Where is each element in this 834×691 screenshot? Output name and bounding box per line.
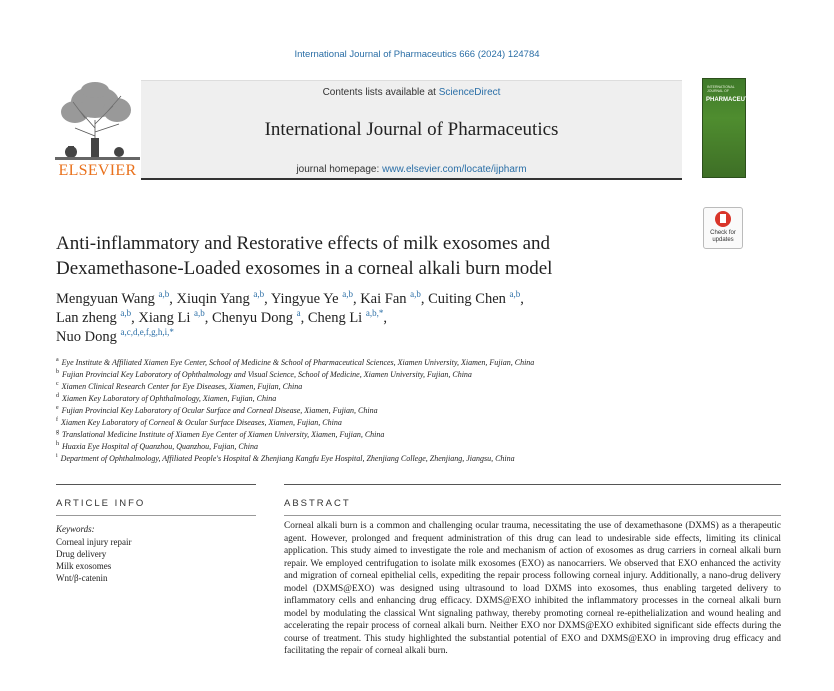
affiliation-text: Huaxia Eye Hospital of Quanzhou, Quanzhou, Fujian, China	[62, 442, 258, 451]
affiliation-text: Eye Institute & Affiliated Xiamen Eye Center, School of Medicine & School of Pharmaceutical Sciences, Xiamen University, Xiamen, Fujian, China	[61, 358, 535, 367]
homepage-prefix: journal homepage:	[296, 164, 383, 175]
author-affil-ref[interactable]: a,b,*	[365, 308, 384, 319]
journal-cover-thumbnail[interactable]	[702, 78, 759, 178]
affiliation-letter: c	[56, 381, 59, 388]
author-name[interactable]: Lan zheng	[56, 310, 117, 326]
affiliation-item	[56, 393, 676, 405]
check-updates-text	[704, 230, 742, 244]
keywords-label: Keywords:	[56, 524, 95, 534]
cover-top-text: INTERNATIONAL JOURNAL OF	[707, 85, 735, 93]
affiliation-item	[56, 417, 676, 429]
author-affil-ref[interactable]: a	[296, 308, 301, 319]
check-updates-line: updates	[712, 237, 734, 243]
journal-header	[55, 80, 759, 179]
keyword-item: Corneal injury repair	[56, 537, 132, 547]
affiliation-letter: g	[56, 429, 59, 436]
affiliation-letter: e	[56, 405, 59, 412]
title-line: Dexamethasone-Loaded exosomes in a corneal alkali burn model	[56, 258, 553, 279]
author-name[interactable]: Xiang Li	[138, 310, 191, 326]
abstract-heading: ABSTRACT	[284, 498, 351, 509]
author-affil-ref[interactable]: a,b	[509, 289, 521, 300]
author-name[interactable]: Chenyu Dong	[212, 310, 293, 326]
abstract-rule	[284, 484, 781, 485]
affiliation-letter: i	[56, 453, 58, 460]
affiliation-item	[56, 405, 676, 417]
affiliation-text: Department of Ophthalmology, Affiliated People's Hospital & Zhenjiang Kangfu Eye Hospital, Zhenjiang College, Zhenjiang, Jiangsu, China	[60, 454, 515, 463]
author-name[interactable]: Xiuqin Yang	[176, 291, 250, 307]
contents-prefix: Contents lists available at	[322, 87, 439, 98]
homepage-link[interactable]: www.elsevier.com/locate/ijpharm	[382, 164, 527, 175]
affiliation-item	[56, 441, 676, 453]
affiliation-letter: b	[56, 369, 59, 376]
keyword-item: Wnt/β-catenin	[56, 573, 108, 583]
author-affil-ref[interactable]: a,b	[410, 289, 421, 300]
elsevier-wordmark: ELSEVIER	[58, 162, 137, 179]
affiliation-letter: h	[56, 441, 59, 448]
abstract-body: Corneal alkali burn is a common and challenging ocular trauma, necessitating the use of dexamethasone (DXMS) as a therapeutic agent. However, prolonged and frequent administration of this drug can lead to undesirable side effects, limiting its clinical application. This study aimed to investigate the role and mechanism of action of exosomes as drug carriers in corneal alkali burn repair. We employed centrifugation to isolate milk exosomes (EXO) as nanocarriers. We observed that EXO enhanced the activity and migration of corneal epithelial cells, expediting the repair process following corneal injury. Additionally, a nano-drug delivery model (DXMS@EXO) was designed using ultrasound to load DXMS into exosomes, thus enabling targeted delivery to inflammatory cells and enhancing drug efficacy. DXMS@EXO inhibited the inflammatory processes in the corneal alkali burn model by modulating the classical Wnt signaling pathway, thereby promoting corneal re-epithelialization and wound healing and accelerating the repair process of corneal alkali burn. Neither EXO nor DXMS@EXO exhibited significant side effects during the course of treatment. This study highlighted the substantial potential of EXO and DXMS@EXO in improving drug efficacy and facilitating the repair of corneal alkali burn.	[284, 521, 781, 656]
author-name[interactable]: Yingyue Ye	[270, 291, 339, 307]
affiliation-text: Fujian Provincial Key Laboratory of Ocular Surface and Corneal Disease, Xiamen, Fujian, China	[61, 406, 378, 415]
author-name[interactable]: Mengyuan Wang	[56, 291, 155, 307]
author-name[interactable]: Cheng Li	[307, 310, 363, 326]
affiliation-letter: f	[56, 417, 58, 424]
keyword-item: Drug delivery	[56, 549, 107, 559]
author-affil-ref[interactable]: a,b	[342, 289, 353, 300]
author-affil-ref[interactable]: a,b	[253, 289, 265, 300]
keywords-list	[56, 536, 131, 584]
journal-title: International Journal of Pharmaceutics	[264, 119, 559, 140]
author-affil-ref[interactable]: a,b	[120, 308, 132, 319]
affiliation-item	[56, 429, 676, 441]
bookmark-icon	[715, 211, 731, 227]
author-name[interactable]: Kai Fan	[360, 291, 407, 307]
article-title	[56, 231, 616, 281]
affiliation-list	[56, 357, 676, 465]
journal-banner	[141, 80, 682, 180]
affiliation-letter: d	[56, 393, 59, 400]
affiliation-text: Xiamen Clinical Research Center for Eye Diseases, Xiamen, Fujian, China	[61, 382, 303, 391]
elsevier-logo[interactable]	[55, 80, 140, 177]
elsevier-tree-icon	[55, 80, 140, 160]
affiliation-item	[56, 357, 676, 369]
author-name[interactable]: Cuiting Chen	[428, 291, 506, 307]
affiliation-text: Xiamen Key Laboratory of Corneal & Ocular Surface Diseases, Xiamen, Fujian, China	[61, 418, 342, 427]
author-line: Lan zheng $^{a,b}$, Xiang Li $^{a,b}$, Chenyu Dong $^a$, Cheng Li $^{a,b,*}$,	[56, 308, 387, 326]
contents-line	[141, 87, 682, 98]
check-updates-line: Check for	[710, 230, 736, 236]
keyword-item: Milk exosomes	[56, 561, 112, 571]
abstract-subrule	[284, 515, 781, 516]
author-line	[56, 328, 616, 347]
author-list	[56, 290, 616, 347]
homepage-line	[141, 164, 682, 175]
article-info-rule	[56, 484, 256, 485]
affiliation-item	[56, 381, 676, 393]
author-affil-ref[interactable]: a,c,d,e,f,g,h,i,*	[120, 327, 174, 338]
check-for-updates-button[interactable]	[703, 207, 743, 249]
affiliation-letter: a	[56, 357, 59, 364]
author-name[interactable]: Nuo Dong	[56, 329, 117, 345]
title-line: Anti-inflammatory and Restorative effects of milk exosomes and	[56, 233, 551, 254]
affiliation-text: Fujian Provincial Key Laboratory of Ophthalmology and Visual Science, School of Medicine, Xiamen University, Fujian, China	[62, 370, 472, 379]
article-info-heading: ARTICLE INFO	[56, 498, 146, 509]
affiliation-item	[56, 453, 676, 465]
article-info-subrule	[56, 515, 256, 516]
sciencedirect-link[interactable]: ScienceDirect	[438, 87, 501, 98]
affiliation-item	[56, 369, 676, 381]
author-line: Mengyuan Wang $^{a,b}$, Xiuqin Yang $^{a,b}$, Yingyue Ye $^{a,b}$, Kai Fan $^{a,b}$, Cuiting Chen $^{a,b}$,	[56, 289, 524, 307]
affiliation-text: Translational Medicine Institute of Xiamen Eye Center of Xiamen University, Xiamen, Fujian, China	[62, 430, 385, 439]
affiliation-text: Xiamen Key Laboratory of Ophthalmology, Xiamen, Fujian, China	[62, 394, 277, 403]
cover-title: PHARMACEUTICS	[706, 97, 759, 103]
journal-citation[interactable]: International Journal of Pharmaceutics 666 (2024) 124784	[294, 49, 540, 60]
author-affil-ref[interactable]: a,b	[194, 308, 205, 319]
author-affil-ref[interactable]: a,b	[158, 289, 170, 300]
